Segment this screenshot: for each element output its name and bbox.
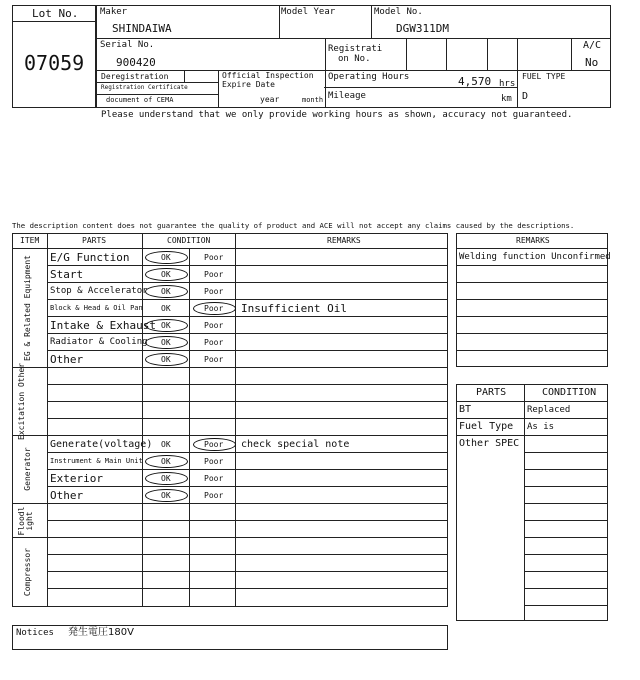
serial-label: Serial No.: [100, 40, 155, 50]
group-excitation-other: Excitation Other: [17, 362, 26, 440]
year-label: year: [260, 95, 280, 104]
row-part-exterior: Exterior: [50, 472, 103, 485]
right-condition-as-is: As is: [527, 422, 555, 432]
condition-ok: OK: [161, 355, 171, 364]
row-part-instrument-main-unit: Instrument & Main Unit: [50, 457, 143, 465]
group-floodlight: Floodl ight: [17, 506, 35, 536]
remark-insufficient-oil: Insufficient Oil: [241, 302, 347, 315]
group-eg-related-equipment: EG & Related Equipment: [23, 255, 32, 361]
condition-poor: Poor: [204, 253, 224, 262]
group-compressor: Compressor: [23, 547, 32, 597]
maker-value: SHINDAIWA: [112, 22, 172, 35]
condition-ok: OK: [161, 491, 171, 500]
lot-number: 07059: [24, 51, 85, 75]
condition-ok: OK: [161, 457, 171, 466]
operating-hours-value: 4,570: [458, 75, 492, 88]
condition-poor: Poor: [204, 338, 224, 347]
group-generator: Generator: [23, 447, 32, 491]
condition-poor: Poor: [204, 304, 224, 313]
disclaimer-text: The description content does not guarantee the quality of product and ACE will not accept any claims caused by the descriptions.: [12, 221, 575, 230]
remark-welding-function: Welding function Unconfirmed: [459, 252, 611, 262]
row-part-radiator-cooling: Radiator & Cooling: [50, 337, 148, 347]
mileage-label: Mileage: [328, 91, 366, 101]
fuel-type-label: FUEL TYPE: [522, 72, 566, 81]
condition-poor: Poor: [204, 287, 224, 296]
registration-label: Registrati: [328, 44, 383, 54]
model-no-value: DGW311DM: [396, 22, 449, 35]
condition-poor: Poor: [204, 440, 224, 449]
condition-ok: OK: [161, 304, 171, 313]
registration-certificate-label: Registration Certificate: [101, 84, 188, 91]
maker-label: Maker: [100, 7, 128, 17]
right-part-bt: BT: [459, 404, 472, 415]
condition-poor: Poor: [204, 321, 224, 330]
deregistration-label: Deregistration: [101, 72, 169, 81]
lot-label: Lot No.: [32, 7, 79, 20]
condition-poor: Poor: [204, 457, 224, 466]
row-part-stop-accelerator: Stop & Accelerator: [50, 286, 148, 296]
row-part-other-generator: Other: [50, 489, 84, 502]
right-part-fuel-type: Fuel Type: [459, 421, 514, 432]
col-item-header: ITEM: [20, 236, 40, 245]
right-condition-header: CONDITION: [542, 387, 597, 398]
condition-ok: OK: [161, 270, 171, 279]
col-remarks-header: REMARKS: [327, 236, 361, 245]
condition-ok: OK: [161, 440, 171, 449]
expire-date-label: Expire Date: [222, 80, 275, 89]
ac-value: No: [585, 56, 599, 69]
notices-value: 発生電圧180V: [68, 627, 134, 638]
right-condition-replaced: Replaced: [527, 405, 571, 415]
col-parts-header: PARTS: [82, 236, 107, 245]
condition-ok: OK: [161, 338, 171, 347]
condition-poor: Poor: [204, 355, 224, 364]
row-part-block-head-oil-pan: Block & Head & Oil Pan: [50, 304, 143, 312]
month-label: month: [302, 96, 324, 104]
fuel-type-value: D: [522, 91, 529, 102]
condition-ok: OK: [161, 253, 171, 262]
row-part-start: Start: [50, 268, 84, 281]
condition-ok: OK: [161, 287, 171, 296]
operating-hours-label: Operating Hours: [328, 72, 410, 82]
condition-poor: Poor: [204, 474, 224, 483]
right-parts-header: PARTS: [476, 387, 507, 398]
right-remarks-header: REMARKS: [516, 236, 550, 245]
document-cema-label: document of CEMA: [106, 96, 174, 104]
hrs-label: hrs: [499, 79, 516, 89]
model-year-label: Model Year: [281, 7, 336, 17]
row-part-intake-exhaust: Intake & Exhaust: [50, 319, 156, 332]
official-inspection-label: Official Inspection: [222, 71, 314, 80]
row-part-eg-function: E/G Function: [50, 251, 130, 264]
remark-check-special-note: check special note: [241, 439, 350, 450]
condition-poor: Poor: [204, 270, 224, 279]
row-part-generate-voltage: Generate(voltage): [50, 439, 153, 450]
row-part-other-eg: Other: [50, 353, 84, 366]
condition-ok: OK: [161, 474, 171, 483]
hours-accuracy-notice: Please understand that we only provide working hours as shown, accuracy not guaranteed.: [101, 110, 573, 120]
condition-poor: Poor: [204, 491, 224, 500]
col-condition-header: CONDITION: [167, 236, 211, 245]
km-label: km: [501, 94, 512, 104]
ac-label: A/C: [583, 40, 602, 51]
registration-label-2: on No.: [338, 54, 371, 64]
serial-value: 900420: [116, 56, 156, 69]
model-no-label: Model No.: [374, 7, 423, 17]
notices-label: Notices: [16, 628, 54, 638]
condition-ok: OK: [161, 321, 171, 330]
right-part-other-spec: Other SPEC: [459, 438, 520, 449]
